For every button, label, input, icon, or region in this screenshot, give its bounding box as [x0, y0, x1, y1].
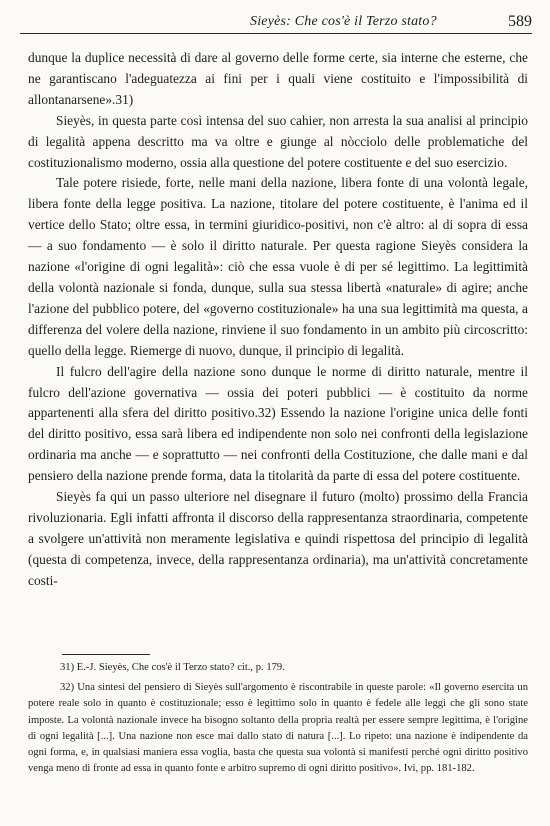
- footnotes: [28, 660, 528, 781]
- footnote-separator: [62, 654, 150, 655]
- footnote-32: 32) Una sintesi del pensiero di Sieyès sull'argomento è riscontrabile in queste parole: «Il governo esercita un potere reale solo in quanto è costituzionale; esso è legittimo solo in quanto è fedele alle leggi che gli sono state imposte. La volontà nazionale invece ha bisogno soltanto della propria realtà per essere sempre legittima, è l'origine di ogni legalità [...]. Una nazione non esce mai dallo stato di natura [...]. Lo ripeto: una nazione è indipendente da ogni forma, e, in qualsiasi maniera essa voglia, basta che questa sua volontà si manifesti perché ogni diritto positivo venga meno di fronte ad essa in quanto fonte e arbitro supremo di ogni diritto positivo». Ivi, pp. 181-182.: [28, 682, 528, 775]
- paragraph: Tale potere risiede, forte, nelle mani della nazione, libera fonte di una volontà legale, libera fonte della legge positiva. La nazione, titolare del potere costituente, è l'anima ed il vertice dello Stato; oltre essa, in termini giuridico-positivi, non c'è altro: al di sopra di essa — a suo fondamento — è solo il diritto naturale. Per questa ragione Sieyès considera la nazione «l'origine di ogni legalità»: ciò che essa vuole è di per sé legittimo. La legittimità della volontà nazionale si fonda, dunque, sulla sua stessa libertà «naturale» di agire; anche l'azione del pubblico potere, del «governo costituzionale» ha una sua legittimità ma questa, a differenza del volere della nazione, rinviene il suo fondamento in un ambito più circoscritto: quello della legge. Riemerge di nuovo, dunque, il principio di legalità.: [28, 175, 528, 358]
- footnote-31: 31) E.-J. Sieyès, Che cos'è il Terzo stato? cit., p. 179.: [60, 662, 285, 673]
- running-header: [0, 12, 550, 38]
- main-text: [28, 48, 528, 592]
- paragraph: Sieyès fa qui un passo ulteriore nel disegnare il futuro (molto) prossimo della Francia rivoluzionaria. Egli infatti affronta il discorso della rappresentanza straordinaria, competente a svolgere un'attività non meramente legislativa e quindi rispettosa del principio di legalità (questa di competenza, invece, della rappresentanza ordinaria), ma un'attività concretamente costi-: [28, 489, 528, 588]
- paragraph: dunque la duplice necessità di dare al governo delle forme certe, sia interne che esterne, che ne garantiscano l'adeguatezza ai fini per i quali viene costituito e l'impossibilità di allontanarsene».31): [28, 50, 528, 107]
- running-title: Sieyès: Che cos'è il Terzo stato?: [250, 14, 437, 29]
- header-rule: [20, 33, 532, 34]
- paragraph: Il fulcro dell'agire della nazione sono dunque le norme di diritto naturale, mentre il fulcro dell'azione governativa — ossia dei poteri pubblici — è costituito da norme appartenenti alla sfera del diritto positivo.32) Essendo la nazione l'origine unica delle fonti del diritto positivo, essa sarà libera ed indipendente non solo nei confronti della legislazione ordinaria ma anche — e soprattutto — nei confronti della Costituzione, che dalle mani e dal pensiero della nazione prende forma, data la titolarità da parte di essa del potere costituente.: [28, 363, 528, 484]
- paragraph: Sieyès, in questa parte così intensa del suo cahier, non arresta la sua analisi al principio di legalità appena descritto ma va oltre e giunge al nòcciolo delle problematiche del costituzionalismo moderno, ossia alla questione del potere costituente e del suo esercizio.: [28, 112, 528, 170]
- page-number: 589: [508, 13, 532, 30]
